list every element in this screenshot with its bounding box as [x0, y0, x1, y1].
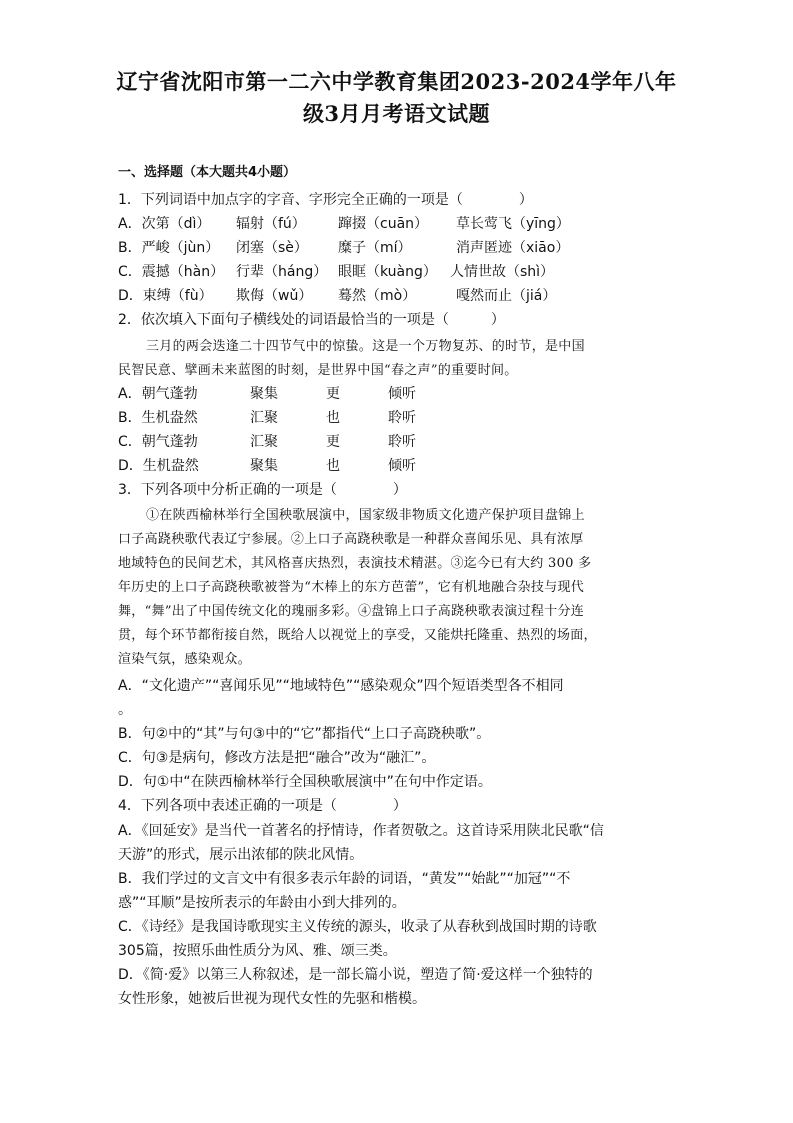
option-text: A．朝气蓬勃 — [118, 386, 198, 402]
question-3-passage-line: 地域特色的民间艺术，其风格喜庆热烈，表演技术精湛。③迄今已有大约 300 多 — [118, 556, 592, 571]
option-text: 聚集 — [250, 458, 278, 474]
section-heading: 一、选择题（本大题共4小题） — [118, 165, 297, 180]
question-3-option-a: A．“文化遗产”“喜闻乐见”“地域特色”“感染观众”四个短语类型各不相同 — [118, 678, 564, 694]
question-2-passage-line: 民智民意、擘画未来蓝图的时刻，是世界中国“春之声”的重要时间。 — [118, 363, 518, 378]
option-text: 更 — [326, 386, 340, 402]
question-4-option-c: C．《诗经》是我国诗歌现实主义传统的源头，收录了从春秋到战国时期的诗歌 — [118, 919, 597, 935]
option-text: A．次第（dì） — [118, 216, 211, 232]
option-text: 蓦然（mò） — [338, 288, 417, 304]
option-text: 也 — [326, 410, 340, 426]
question-1-option-a — [118, 214, 678, 234]
title-line-1: 辽宁省沈阳市第一二六中学教育集团2023-2024学年八年 — [116, 69, 677, 94]
question-3-option-b: B．句②中的“其”与句③中的“它”都指代“上口子高跷秧歌”。 — [118, 726, 491, 742]
question-4-option-b: B．我们学过的文言文中有很多表示年龄的词语，“黄发”“始龀”“加冠”“不 — [118, 871, 571, 887]
question-3-option-c: C．句③是病句，修改方法是把“融合”改为“融汇”。 — [118, 750, 436, 766]
question-2-stem: 2．依次填入下面句子横线处的词语最恰当的一项是（ ） — [118, 312, 505, 328]
option-text: 也 — [326, 458, 340, 474]
question-3-passage-line: ①在陕西榆林举行全国秧歌展演中，国家级非物质文化遗产保护项目盘锦上 — [146, 508, 585, 523]
option-text: 行辈（háng） — [236, 264, 328, 280]
question-3-passage-line: 渲染气氛，感染观众。 — [118, 652, 252, 667]
question-1-option-c — [118, 262, 678, 282]
question-3-stem: 3．下列各项中分析正确的一项是（ ） — [118, 482, 407, 498]
option-text: 聚集 — [250, 386, 278, 402]
question-1-option-b — [118, 238, 678, 258]
option-text: 倾听 — [388, 458, 416, 474]
exam-title — [90, 66, 703, 130]
question-4-option-a: A．《回延安》是当代一首著名的抒情诗，作者贺敬之。这首诗采用陕北民歌“信 — [118, 823, 604, 839]
option-text: 倾听 — [388, 386, 416, 402]
option-text: 欺侮（wǔ） — [236, 288, 313, 304]
question-4-stem: 4．下列各项中表述正确的一项是（ ） — [118, 798, 407, 814]
question-3-passage-line: 贯，每个环节都衔接自然，既给人以视觉上的享受，又能烘托隆重、热烈的场面， — [118, 628, 597, 643]
option-text: 更 — [326, 434, 340, 450]
option-text: C．震撼（hàn） — [118, 264, 225, 280]
option-text: C．朝气蓬勃 — [118, 434, 198, 450]
question-3-option-d: D．句①中“在陕西榆林举行全国秧歌展演中”在句中作定语。 — [118, 774, 492, 790]
question-4-option-c-continued: 305篇，按照乐曲性质分为风、雅、颂三类。 — [118, 943, 397, 959]
question-3-passage-line: 口子高跷秧歌代表辽宁参展。②上口子高跷秧歌是一种群众喜闻乐见、具有浓厚 — [118, 532, 584, 547]
option-text: D．束缚（fù） — [118, 288, 213, 304]
question-2-option-b — [118, 408, 678, 428]
question-1-stem: 1．下列词语中加点字的字音、字形完全正确的一项是（ ） — [118, 192, 533, 208]
title-line-2: 级3月月考语文试题 — [302, 101, 491, 126]
question-4-option-a-continued: 天游”的形式，展示出浓郁的陕北风情。 — [118, 847, 364, 863]
question-3-passage-line: 年历史的上口子高跷秧歌被誉为“木棒上的东方芭蕾”，它有机地融合杂技与现代 — [118, 580, 585, 595]
option-text: B．严峻（jùn） — [118, 240, 220, 256]
option-text: 汇聚 — [250, 434, 278, 450]
option-text: 聆听 — [388, 434, 416, 450]
option-text: 眼眶（kuàng） — [338, 264, 437, 280]
question-4-option-d-continued: 女性形象，她被后世视为现代女性的先驱和楷模。 — [118, 991, 426, 1007]
question-2-option-d — [118, 456, 678, 476]
question-2-passage-line: 三月的两会迭逢二十四节气中的惊蛰。这是一个万物复苏、的时节，是中国 — [146, 339, 585, 354]
question-4-option-b-continued: 惑”“耳顺”是按所表示的年龄由小到大排列的。 — [118, 895, 406, 911]
option-text: 草长莺飞（yīng） — [456, 216, 570, 232]
option-text: 汇聚 — [250, 410, 278, 426]
option-text: 人情世故（shì） — [450, 264, 555, 280]
option-text: 糜子（mí） — [338, 240, 412, 256]
question-2-option-a — [118, 384, 678, 404]
option-text: D．生机盎然 — [118, 458, 199, 474]
option-text: B．生机盎然 — [118, 410, 198, 426]
question-4-option-d: D．《简·爱》以第三人称叙述，是一部长篇小说，塑造了简·爱这样一个独特的 — [118, 967, 593, 983]
option-text: 闭塞（sè） — [236, 240, 308, 256]
option-text: 嘎然而止（jiá） — [456, 288, 557, 304]
option-text: 蹿掇（cuān） — [338, 216, 429, 232]
question-2-option-c — [118, 432, 678, 452]
question-3-option-a-continued: 。 — [118, 702, 132, 718]
option-text: 消声匿迹（xiāo） — [456, 240, 570, 256]
question-3-passage-line: 舞，“舞”出了中国传统文化的瑰丽多彩。④盘锦上口子高跷秧歌表演过程十分连 — [118, 604, 585, 619]
option-text: 辐射（fú） — [236, 216, 306, 232]
question-1-option-d — [118, 286, 678, 306]
option-text: 聆听 — [388, 410, 416, 426]
